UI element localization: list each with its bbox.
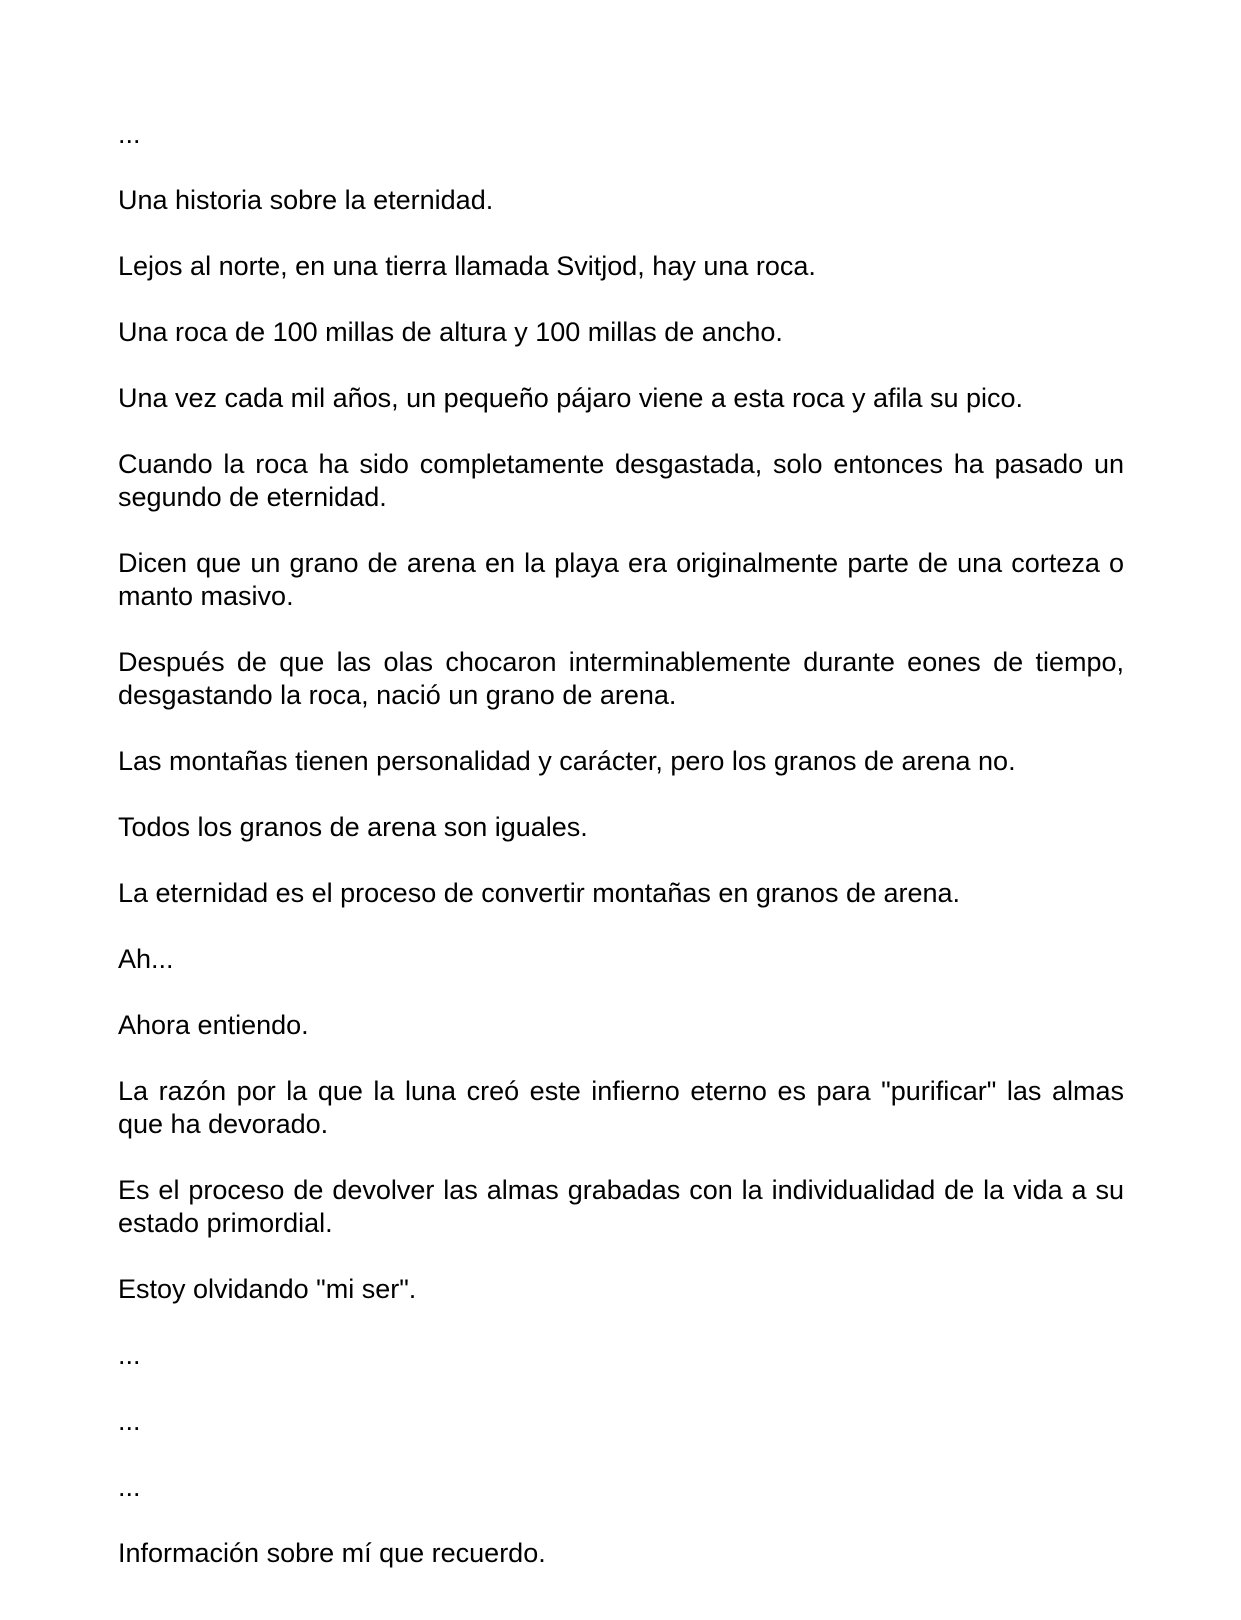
paragraph: La razón por la que la luna creó este infierno eterno es para "purificar" las almas que ha devorado. [118,1076,1124,1139]
paragraph: Ah... [118,944,174,974]
paragraph: Estoy olvidando "mi ser". [118,1274,417,1304]
paragraph: Información sobre mí que recuerdo. [118,1538,546,1568]
paragraph: Después de que las olas chocaron interminablemente durante eones de tiempo, desgastando la roca, nació un grano de arena. [118,647,1124,710]
paragraph: Lejos al norte, en una tierra llamada Svitjod, hay una roca. [118,251,816,281]
paragraph: Una roca de 100 millas de altura y 100 millas de ancho. [118,317,783,347]
paragraph: Es el proceso de devolver las almas grabadas con la individualidad de la vida a su estado primordial. [118,1175,1124,1238]
paragraph: Ahora entiendo. [118,1010,309,1040]
paragraph: ... [118,119,141,149]
paragraph: ... [118,1340,141,1370]
paragraph: Una historia sobre la eternidad. [118,185,494,215]
document-body [118,118,1124,1570]
paragraph: ... [118,1472,141,1502]
paragraph: Cuando la roca ha sido completamente desgastada, solo entonces ha pasado un segundo de eternidad. [118,449,1124,512]
paragraph: Dicen que un grano de arena en la playa era originalmente parte de una corteza o manto masivo. [118,548,1124,611]
paragraph: Todos los granos de arena son iguales. [118,812,588,842]
paragraph: Las montañas tienen personalidad y carácter, pero los granos de arena no. [118,746,1016,776]
paragraph: Una vez cada mil años, un pequeño pájaro viene a esta roca y afila su pico. [118,383,1024,413]
paragraph: ... [118,1406,141,1436]
paragraph: La eternidad es el proceso de convertir montañas en granos de arena. [118,878,961,908]
